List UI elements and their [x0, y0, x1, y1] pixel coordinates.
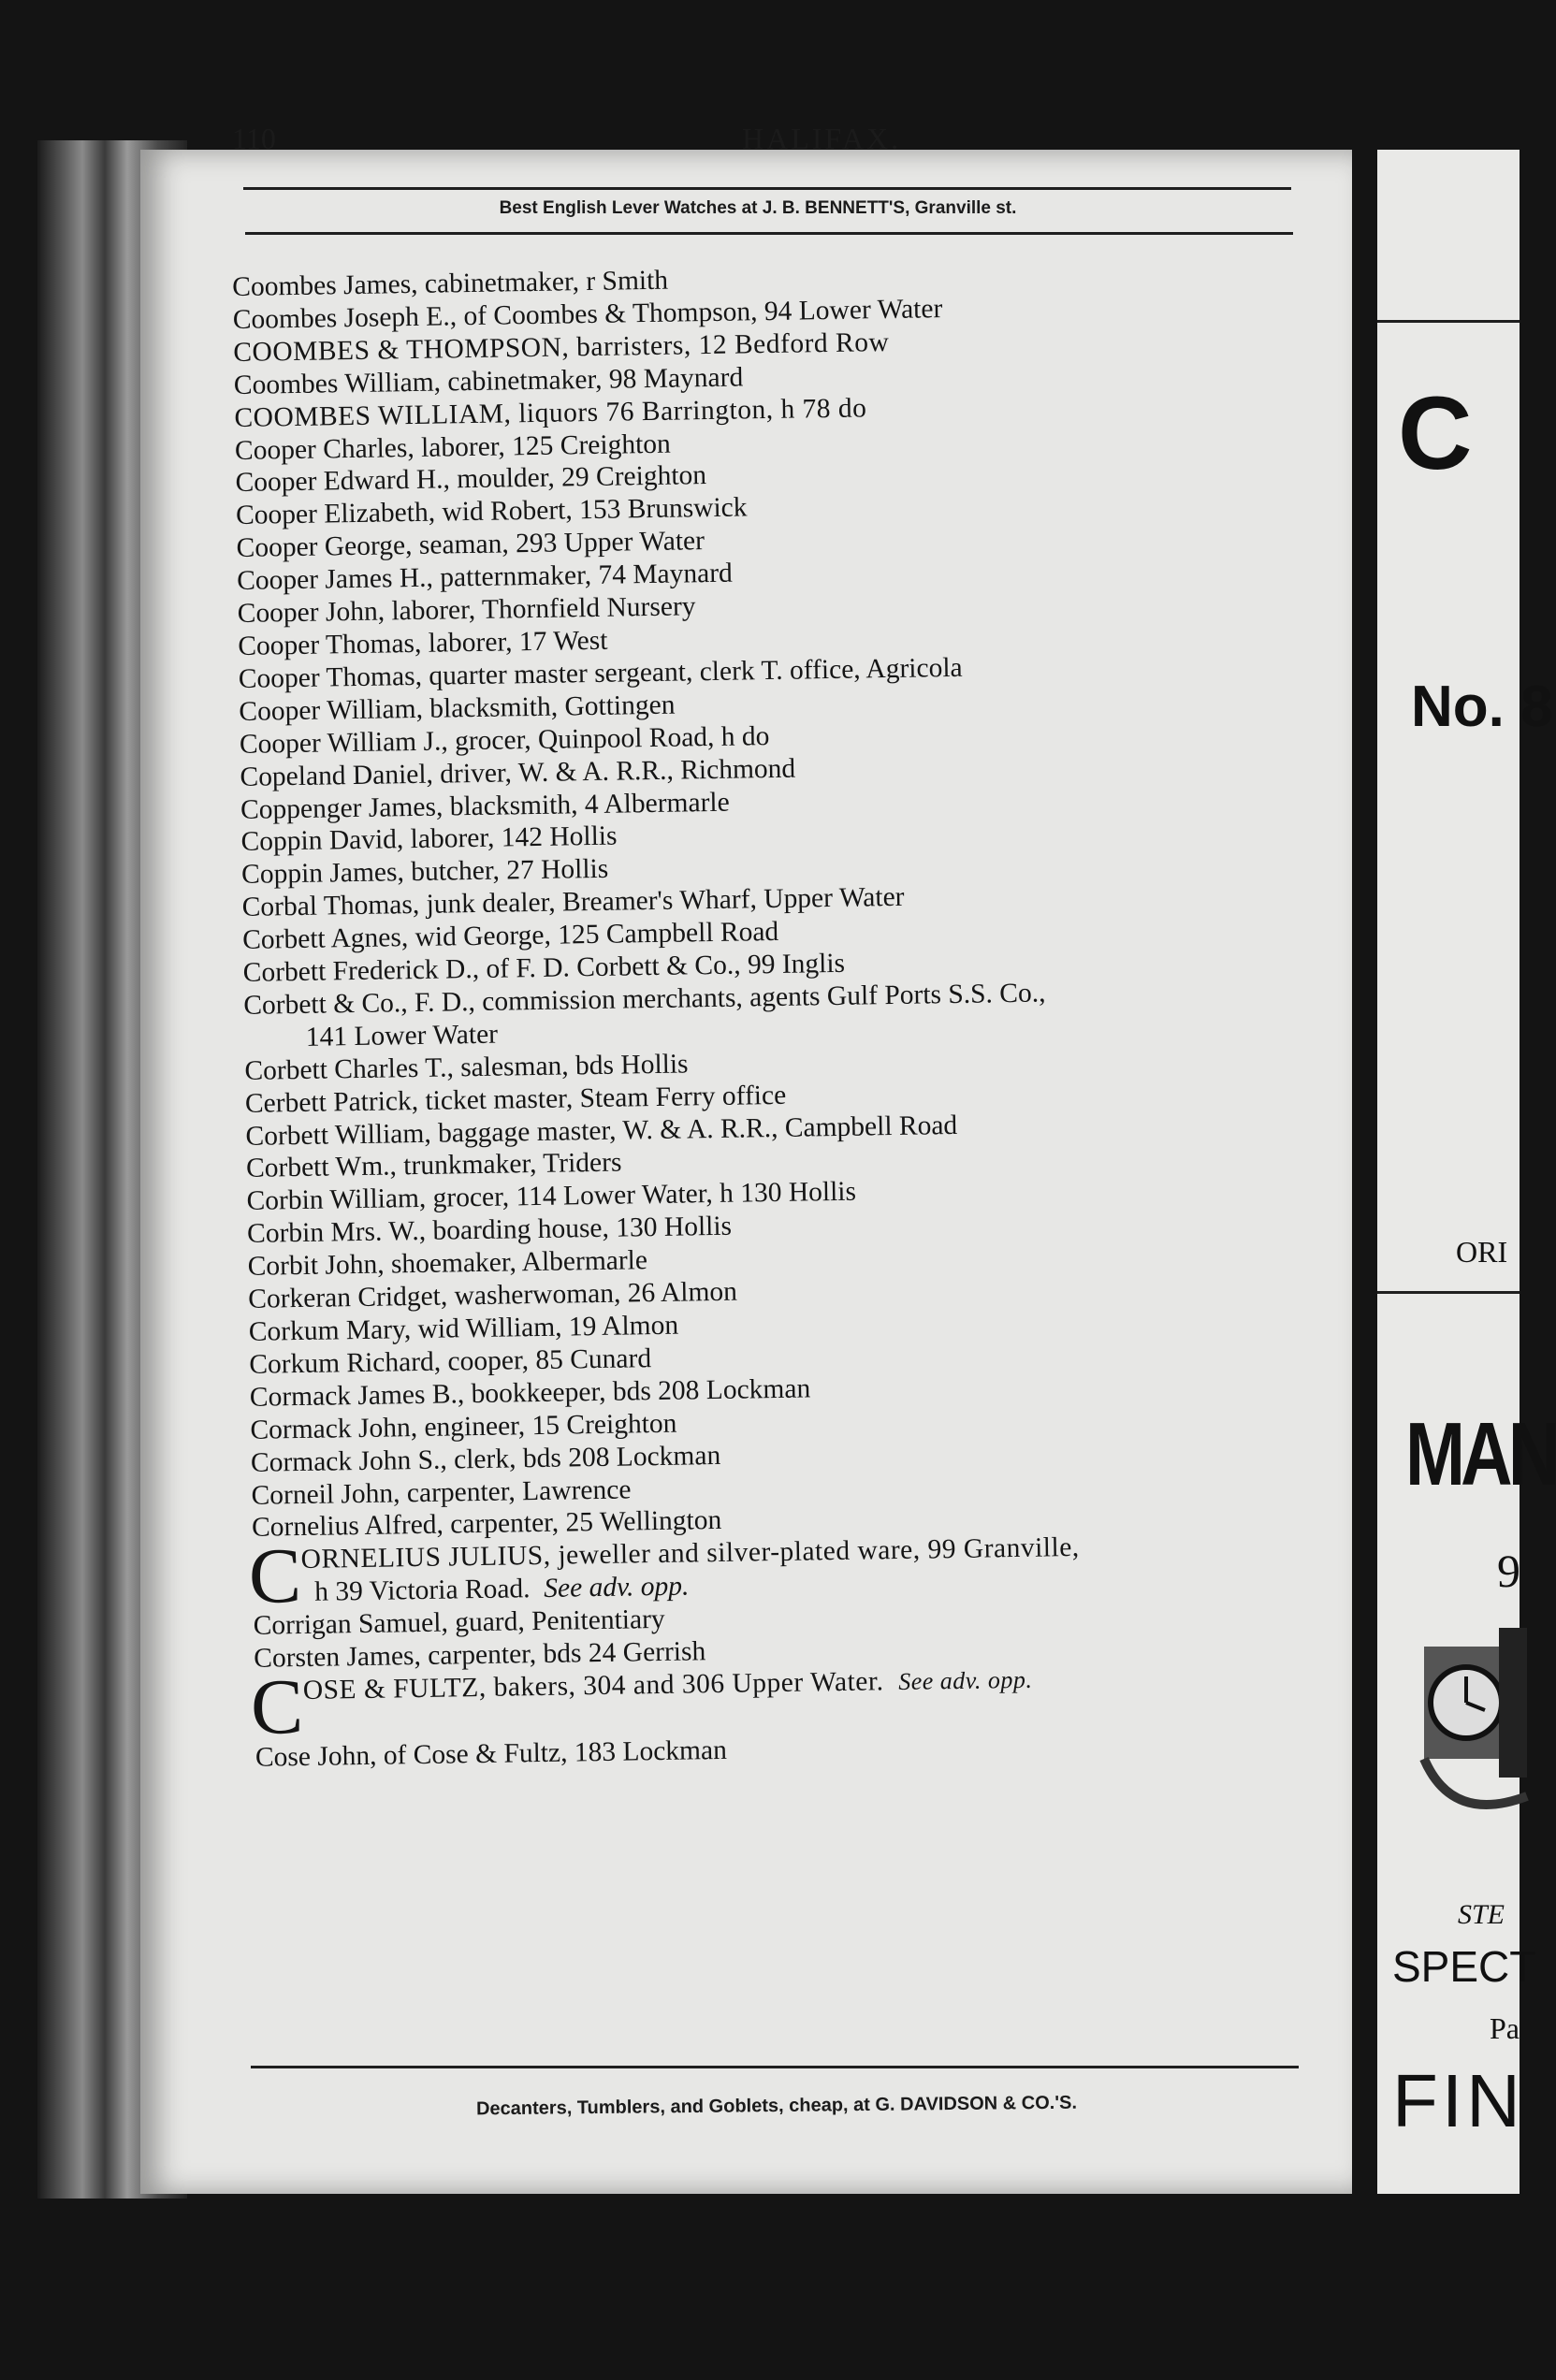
facing-page [1377, 150, 1556, 2194]
facing-headline: C [1398, 376, 1469, 491]
list-item: Copeland Daniel, driver, W. & A. R.R., Richmond [240, 753, 796, 792]
list-item: Cooper George, seaman, 293 Upper Water [236, 526, 705, 564]
list-item: Cooper William J., grocer, Quinpool Road, h do [239, 720, 770, 760]
list-item: Coombes Joseph E., of Coombes & Thompson, 94 Lower Water [232, 293, 943, 335]
facing-text: Pa [1490, 2011, 1520, 2045]
list-item: Corsten James, carpenter, bds 24 Gerrish [254, 1636, 706, 1674]
list-item: Corneil John, carpenter, Lawrence [251, 1473, 632, 1511]
list-item: Cooper Charles, laborer, 125 Creighton [234, 428, 671, 466]
directory-entries [232, 254, 1331, 1775]
list-item: Corbit John, shoemaker, Albermarle [247, 1245, 648, 1283]
advertiser-text: OSE & FULTZ, bakers, 304 and 306 Upper Water. [302, 1666, 884, 1705]
list-item-continuation: 141 Lower Water [305, 1019, 499, 1052]
drop-cap: C [248, 1532, 302, 1621]
bottom-banner: Decanters, Tumblers, and Goblets, cheap, at G. DAVIDSON & CO.'S. [475, 2092, 1078, 2120]
list-item: ORNELIUS JULIUS, jeweller and silver-plated ware, 99 Granville, [300, 1532, 1080, 1575]
list-item: Corbett William, baggage master, W. & A. R.R., Campbell Road [245, 1110, 958, 1152]
list-item: COOMBES WILLIAM, liquors 76 Barrington, h 78 do [234, 392, 867, 433]
facing-text: ORI [1456, 1235, 1508, 1269]
list-item: Corbett Agnes, wid George, 125 Campbell Road [241, 917, 779, 956]
facing-headline: SPECT [1392, 1942, 1536, 1991]
banner-rule [245, 232, 1293, 235]
list-item: Coppenger James, blacksmith, 4 Albermarle [240, 787, 730, 825]
list-item: Cerbett Patrick, ticket master, Steam Ferry office [244, 1080, 787, 1119]
list-item: COOMBES & THOMPSON, barristers, 12 Bedford Row [233, 327, 890, 368]
list-item: Cooper Thomas, quarter master sergeant, clerk T. office, Agricola [238, 652, 963, 694]
list-item: Cooper Edward H., moulder, 29 Creighton [235, 460, 707, 499]
list-item: Cooper Elizabeth, wid Robert, 153 Brunswick [235, 492, 748, 531]
list-item: Cooper Thomas, laborer, 17 West [238, 625, 608, 661]
see-advert-note: See adv. opp. [544, 1571, 690, 1604]
list-item: Cose John, of Cose & Fultz, 183 Lockman [254, 1734, 728, 1773]
facing-number: No. 8 [1411, 675, 1553, 739]
list-item: Corbett Frederick D., of F. D. Corbett & Co., 99 Inglis [242, 948, 846, 988]
list-item: Corbal Thomas, junk dealer, Breamer's Wharf, Upper Water [241, 882, 905, 923]
page-number: 110 [232, 122, 276, 155]
see-advert-note: See adv. opp. [897, 1665, 1033, 1695]
drop-cap: C [250, 1662, 304, 1751]
running-head: HALIFAX. [742, 122, 902, 155]
facing-headline: MAN [1405, 1404, 1556, 1504]
facing-rule [1377, 320, 1520, 323]
list-item: Corbin Mrs. W., boarding house, 130 Hollis [246, 1212, 733, 1250]
facing-text: STE [1458, 1899, 1505, 1930]
footer-rule [251, 2066, 1299, 2068]
list-item: Coppin David, laborer, 142 Hollis [240, 821, 618, 858]
page-header [232, 122, 1261, 178]
list-item: Corbett & Co., F. D., commission merchants, agents Gulf Ports S.S. Co., [243, 978, 1046, 1021]
list-item: Corbett Wm., trunkmaker, Triders [245, 1148, 622, 1184]
list-item: Cooper John, laborer, Thornfield Nursery [237, 591, 696, 630]
list-item: Cormack James B., bookkeeper, bds 208 Lockman [249, 1373, 811, 1413]
facing-rule [1377, 1291, 1520, 1294]
facing-text: 9 [1497, 1545, 1520, 1597]
list-item: Cornelius Alfred, carpenter, 25 Wellington [251, 1505, 722, 1544]
list-item: Coombes James, cabinetmaker, r Smith [232, 265, 669, 302]
list-item: Corkeran Cridget, washerwoman, 26 Almon [248, 1276, 738, 1314]
list-item: Cooper James H., patternmaker, 74 Maynard [236, 558, 734, 597]
list-item: Corbett Charles T., salesman, bds Hollis [244, 1049, 689, 1086]
header-rule [243, 187, 1291, 190]
list-item: Corkum Mary, wid William, 19 Almon [248, 1310, 679, 1347]
list-item: Corkum Richard, cooper, 85 Cunard [249, 1343, 652, 1380]
list-item: Corrigan Samuel, guard, Penitentiary [253, 1604, 665, 1641]
address-text: h 39 Victoria Road. [313, 1574, 531, 1608]
list-item: Corbin William, grocer, 114 Lower Water, h 130 Hollis [246, 1177, 857, 1217]
list-item: Coombes William, cabinetmaker, 98 Maynard [233, 362, 744, 400]
facing-headline: FIN [1392, 2059, 1524, 2142]
clock-illustration-icon [1415, 1609, 1536, 1834]
list-item: Cormack John, engineer, 15 Creighton [250, 1408, 677, 1445]
list-item: Coppin James, butcher, 27 Hollis [240, 854, 609, 891]
list-item: Cooper William, blacksmith, Gottingen [239, 689, 676, 727]
top-banner: Best English Lever Watches at J. B. BENNETT'S, Granville st. [499, 198, 1017, 218]
list-item: Cormack John S., clerk, bds 208 Lockman [250, 1440, 721, 1478]
